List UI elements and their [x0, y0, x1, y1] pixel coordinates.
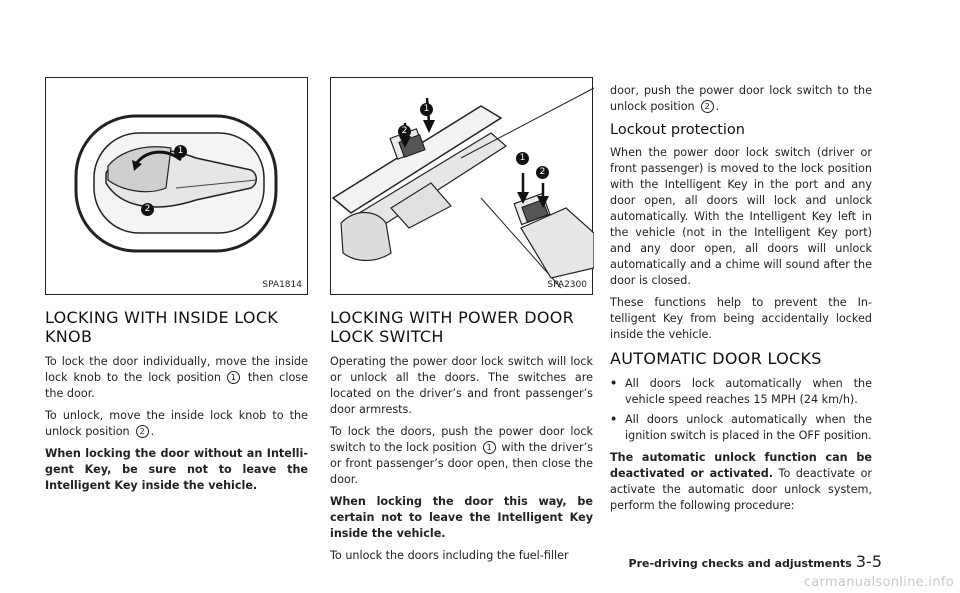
text: door, push the power door lock switch to the unlock position [610, 84, 872, 113]
callout-2: 2 [701, 100, 714, 113]
paragraph: Operating the power door lock switch will lock or unlock all the doors. The switches are located on the driver’s and front passenger’s door armrests. [330, 355, 593, 416]
figure-code: SPA2300 [547, 280, 587, 290]
text: To deactivate or activate the automatic door unlock system, perform the following procedure: [610, 467, 873, 512]
section-heading: AUTOMATIC DOOR LOCKS [610, 349, 822, 368]
list-item [610, 412, 872, 444]
paragraph: These functions help to prevent the In-telligent Key from being accidentally locked inside the vehicle. [610, 296, 872, 341]
paragraph: When the power door lock switch (driver or front passenger) is moved to the lock position with the Intelligent Key in the port and any door open, all doors will lock and unlock automatically. With the Intelligent Key left in the vehicle (not in the Intelligent Key port) and any door open, all doors will unlock automatically and a chime will sound after the door is closed. [610, 146, 872, 287]
page-number: 3-5 [855, 552, 882, 571]
column-3 [610, 83, 872, 520]
lock-switch-illustration [331, 78, 594, 296]
bullet-icon: • [610, 413, 618, 426]
paragraph [610, 450, 872, 514]
callout-2: 2 [536, 166, 549, 179]
text: To unlock, move the inside lock knob to the unlock position [45, 409, 308, 438]
text: To lock the doors, push the power door lock switch to the lock position [330, 425, 593, 454]
text: All doors lock automatically when the vehicle speed reaches 15 MPH (24 km/h). [625, 377, 872, 406]
callout-1: 1 [174, 145, 187, 158]
paragraph [610, 83, 872, 115]
callout-1: 1 [420, 103, 433, 116]
text: . [150, 425, 155, 438]
figure-inside-lock-knob [45, 77, 308, 295]
callout-1: 1 [483, 441, 496, 454]
lock-knob-illustration [46, 78, 309, 296]
bullet-list [610, 376, 872, 444]
section-heading: LOCKING WITH POWER DOOR LOCK SWITCH [330, 308, 575, 346]
text: with the driver’s or front passenger’s door open, then close the door. [330, 441, 593, 486]
callout-1: 1 [516, 152, 529, 165]
bold-text: The automatic unlock function can be deactivated or activated. [610, 451, 872, 480]
text: then close the door. [45, 371, 309, 400]
callout-2: 2 [136, 425, 149, 438]
callout-1: 1 [227, 371, 240, 384]
paragraph: To unlock the doors including the fuel-filler [330, 549, 569, 562]
figure-code: SPA1814 [262, 280, 302, 290]
column-2 [330, 308, 593, 570]
section-title: Pre-driving checks and adjustments [628, 557, 852, 570]
paragraph [330, 424, 593, 488]
paragraph [45, 408, 308, 440]
column-1 [45, 308, 308, 500]
warning-paragraph: When locking the door without an Intelli-gent Key, be sure not to leave the Intelligent Key inside the vehicle. [45, 447, 308, 492]
sub-heading: Lockout protection [610, 122, 745, 138]
callout-2: 2 [141, 203, 154, 216]
callout-2: 2 [398, 125, 411, 138]
figure-power-door-lock-switch [330, 77, 593, 295]
list-item [610, 376, 872, 408]
page-footer [629, 552, 882, 571]
warning-paragraph: When locking the door this way, be certain not to leave the Intelligent Key inside the vehicle. [330, 495, 593, 540]
text: To lock the door individually, move the inside lock knob to the lock position [45, 355, 308, 384]
paragraph [45, 354, 308, 402]
watermark: carmanualsonline.info [803, 575, 954, 590]
section-heading: LOCKING WITH INSIDE LOCK KNOB [45, 308, 279, 346]
text: All doors unlock automatically when the ignition switch is placed in the OFF position. [625, 413, 872, 442]
bullet-icon: • [610, 377, 618, 390]
text: . [715, 100, 720, 113]
